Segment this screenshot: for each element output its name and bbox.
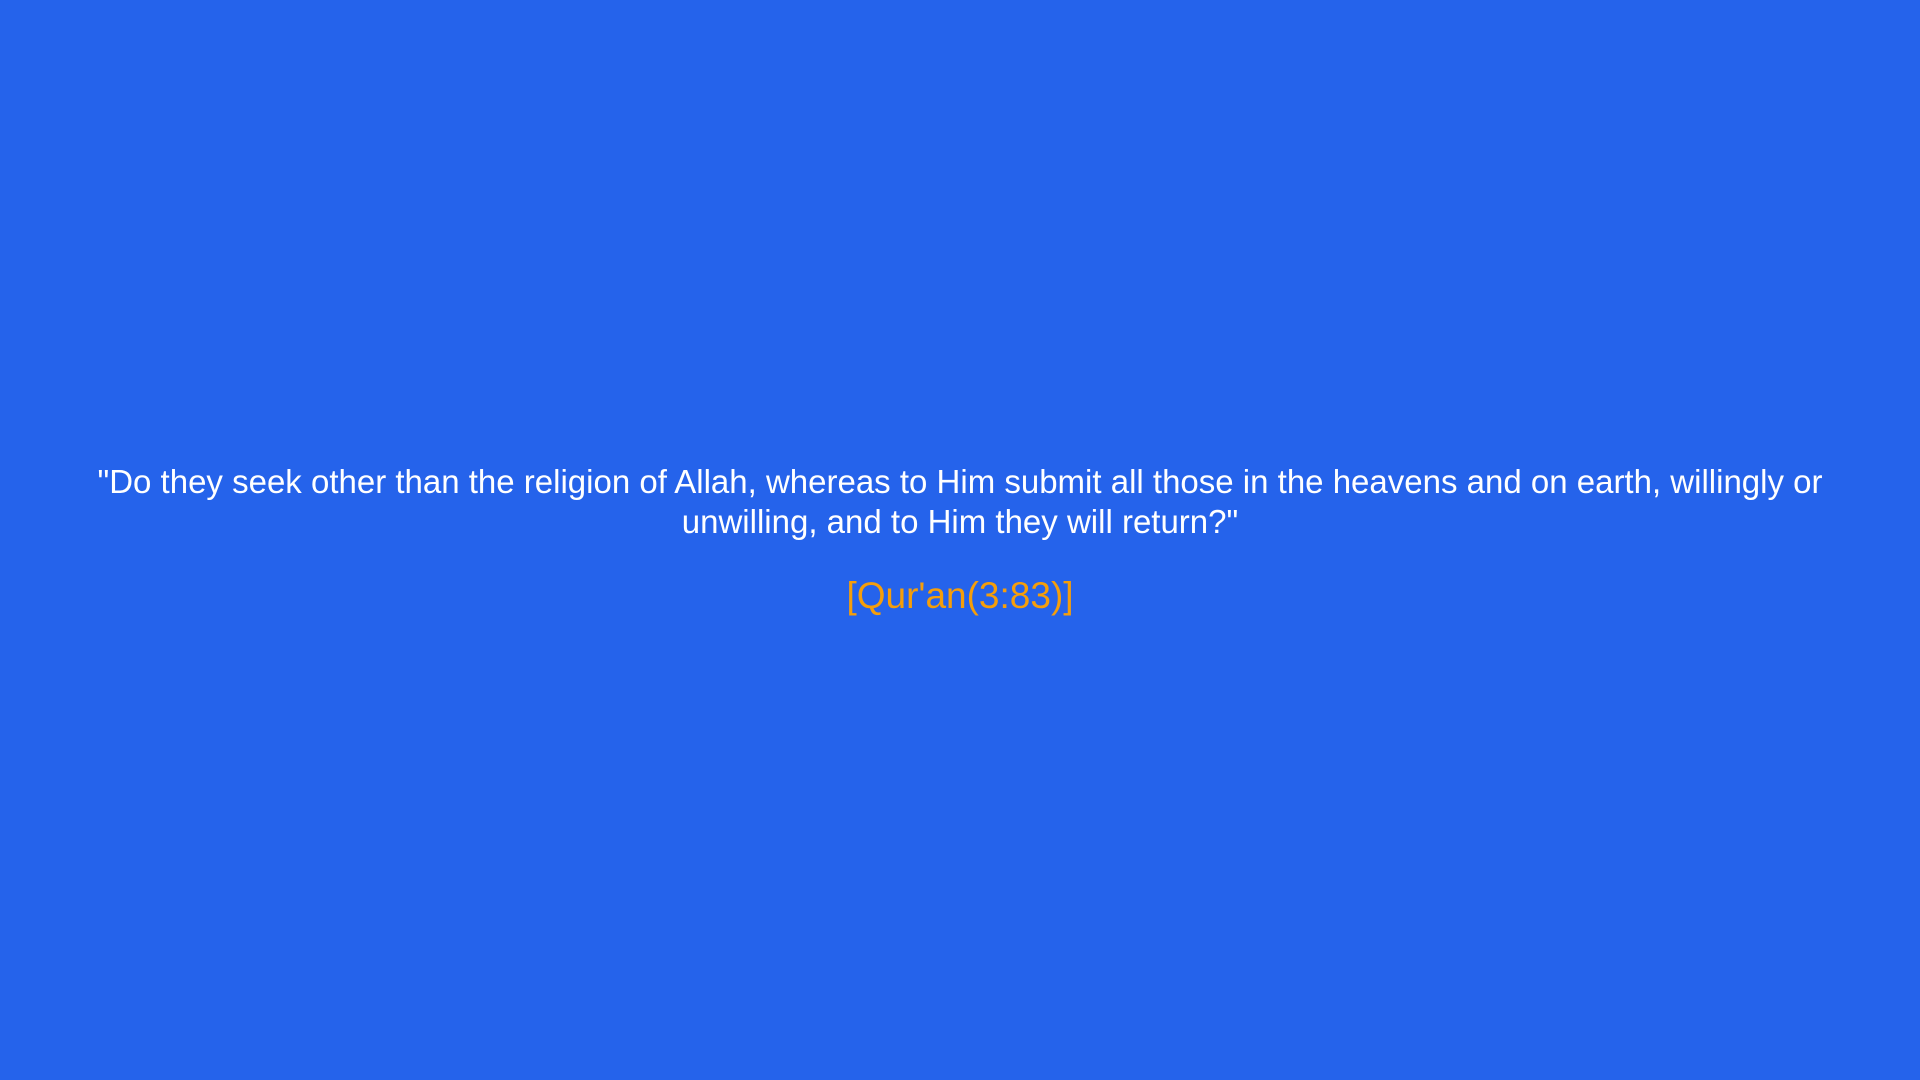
quote-citation: [Qur'an(3:83)] [846,575,1074,616]
quote-text: "Do they seek other than the religion of Allah, whereas to Him submit all those in the heavens and on earth, willingly or unwilling, and to Him they will return?" [97,463,1823,540]
